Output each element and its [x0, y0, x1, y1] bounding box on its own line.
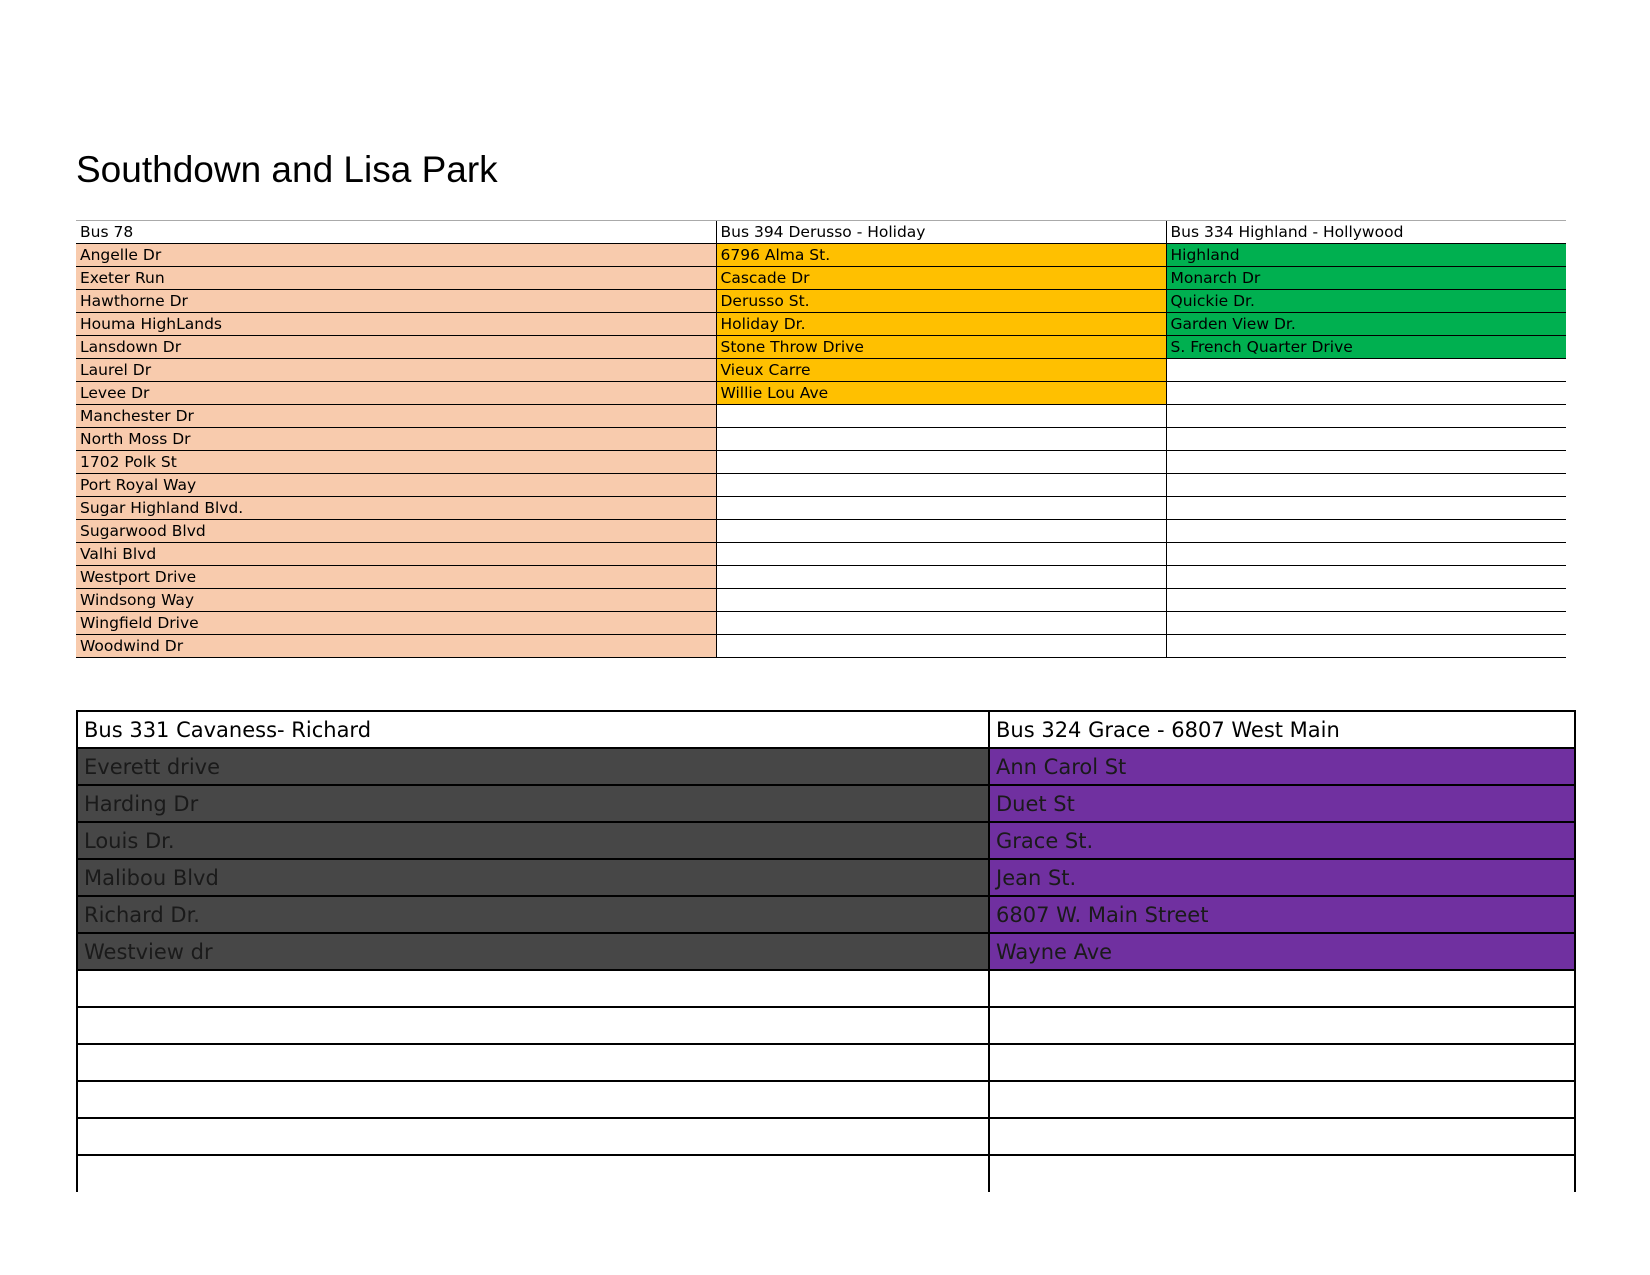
empty-cell [989, 1155, 1575, 1192]
table-row [76, 451, 1566, 474]
empty-cell [1166, 612, 1566, 635]
street-cell: Wingfield Drive [76, 612, 716, 635]
empty-cell [1166, 543, 1566, 566]
empty-cell [1166, 451, 1566, 474]
street-cell: Levee Dr [76, 382, 716, 405]
street-cell: Angelle Dr [76, 244, 716, 267]
table-row [76, 405, 1566, 428]
street-cell: Cascade Dr [716, 267, 1166, 290]
street-cell: Lansdown Dr [76, 336, 716, 359]
street-cell: 6796 Alma St. [716, 244, 1166, 267]
street-cell: Westport Drive [76, 566, 716, 589]
empty-cell [716, 428, 1166, 451]
empty-cell [716, 405, 1166, 428]
table-row [77, 1044, 1575, 1081]
table-row [76, 520, 1566, 543]
street-cell: Valhi Blvd [76, 543, 716, 566]
empty-cell [989, 970, 1575, 1007]
empty-cell [1166, 405, 1566, 428]
column-header: Bus 394 Derusso - Holiday [716, 221, 1166, 244]
table-row [76, 635, 1566, 658]
table-row [76, 589, 1566, 612]
empty-cell [1166, 359, 1566, 382]
empty-cell [1166, 428, 1566, 451]
street-cell: 1702 Polk St [76, 451, 716, 474]
street-cell: Holiday Dr. [716, 313, 1166, 336]
empty-cell [716, 451, 1166, 474]
table-row [76, 612, 1566, 635]
street-cell: Highland [1166, 244, 1566, 267]
street-cell: Richard Dr. [77, 896, 989, 933]
empty-cell [1166, 497, 1566, 520]
table-row [77, 1007, 1575, 1044]
empty-cell [1166, 474, 1566, 497]
table-row [77, 970, 1575, 1007]
table-row [76, 382, 1566, 405]
table-row [76, 428, 1566, 451]
empty-cell [989, 1007, 1575, 1044]
header-row [76, 221, 1566, 244]
street-cell: Willie Lou Ave [716, 382, 1166, 405]
street-cell: Vieux Carre [716, 359, 1166, 382]
street-cell: Houma HighLands [76, 313, 716, 336]
street-cell: Woodwind Dr [76, 635, 716, 658]
empty-cell [716, 635, 1166, 658]
street-cell: Manchester Dr [76, 405, 716, 428]
empty-cell [989, 1044, 1575, 1081]
street-cell: Duet St [989, 785, 1575, 822]
street-cell: North Moss Dr [76, 428, 716, 451]
street-cell: Quickie Dr. [1166, 290, 1566, 313]
empty-cell [1166, 566, 1566, 589]
street-cell: 6807 W. Main Street [989, 896, 1575, 933]
table-row [76, 543, 1566, 566]
street-cell: Exeter Run [76, 267, 716, 290]
table-row [77, 1118, 1575, 1155]
street-cell: Grace St. [989, 822, 1575, 859]
empty-cell [716, 474, 1166, 497]
table-row [76, 267, 1566, 290]
table-row [77, 933, 1575, 970]
empty-cell [77, 970, 989, 1007]
table-row [76, 566, 1566, 589]
empty-cell [716, 566, 1166, 589]
bus-routes-table-top [76, 220, 1566, 658]
table-row [76, 359, 1566, 382]
empty-cell [77, 1118, 989, 1155]
table-row [76, 497, 1566, 520]
column-header: Bus 78 [76, 221, 716, 244]
street-cell: Everett drive [77, 748, 989, 785]
table-row [76, 336, 1566, 359]
empty-cell [77, 1081, 989, 1118]
street-cell: Westview dr [77, 933, 989, 970]
bus-routes-table-bottom [76, 710, 1576, 1192]
empty-cell [989, 1118, 1575, 1155]
table-row [77, 1155, 1575, 1192]
column-header: Bus 324 Grace - 6807 West Main [989, 711, 1575, 748]
street-cell: Ann Carol St [989, 748, 1575, 785]
empty-cell [77, 1155, 989, 1192]
street-cell: Wayne Ave [989, 933, 1575, 970]
table-row [77, 859, 1575, 896]
empty-cell [716, 589, 1166, 612]
table-row [76, 313, 1566, 336]
street-cell: Derusso St. [716, 290, 1166, 313]
table-row [77, 748, 1575, 785]
street-cell: Port Royal Way [76, 474, 716, 497]
street-cell: Malibou Blvd [77, 859, 989, 896]
empty-cell [716, 497, 1166, 520]
street-cell: Louis Dr. [77, 822, 989, 859]
street-cell: Garden View Dr. [1166, 313, 1566, 336]
empty-cell [77, 1007, 989, 1044]
empty-cell [716, 520, 1166, 543]
header-row [77, 711, 1575, 748]
empty-cell [77, 1044, 989, 1081]
street-cell: Sugar Highland Blvd. [76, 497, 716, 520]
table-row [77, 822, 1575, 859]
column-header: Bus 331 Cavaness- Richard [77, 711, 989, 748]
table-row [77, 785, 1575, 822]
empty-cell [1166, 520, 1566, 543]
street-cell: Sugarwood Blvd [76, 520, 716, 543]
empty-cell [989, 1081, 1575, 1118]
table-row [77, 896, 1575, 933]
street-cell: Laurel Dr [76, 359, 716, 382]
empty-cell [1166, 382, 1566, 405]
table-row [77, 1081, 1575, 1118]
street-cell: Jean St. [989, 859, 1575, 896]
empty-cell [716, 543, 1166, 566]
table-row [76, 474, 1566, 497]
street-cell: S. French Quarter Drive [1166, 336, 1566, 359]
table-row [76, 290, 1566, 313]
empty-cell [1166, 635, 1566, 658]
street-cell: Stone Throw Drive [716, 336, 1166, 359]
street-cell: Harding Dr [77, 785, 989, 822]
page-title: Southdown and Lisa Park [76, 149, 498, 190]
table-row [76, 244, 1566, 267]
empty-cell [716, 612, 1166, 635]
column-header: Bus 334 Highland - Hollywood [1166, 221, 1566, 244]
street-cell: Monarch Dr [1166, 267, 1566, 290]
empty-cell [1166, 589, 1566, 612]
street-cell: Windsong Way [76, 589, 716, 612]
street-cell: Hawthorne Dr [76, 290, 716, 313]
